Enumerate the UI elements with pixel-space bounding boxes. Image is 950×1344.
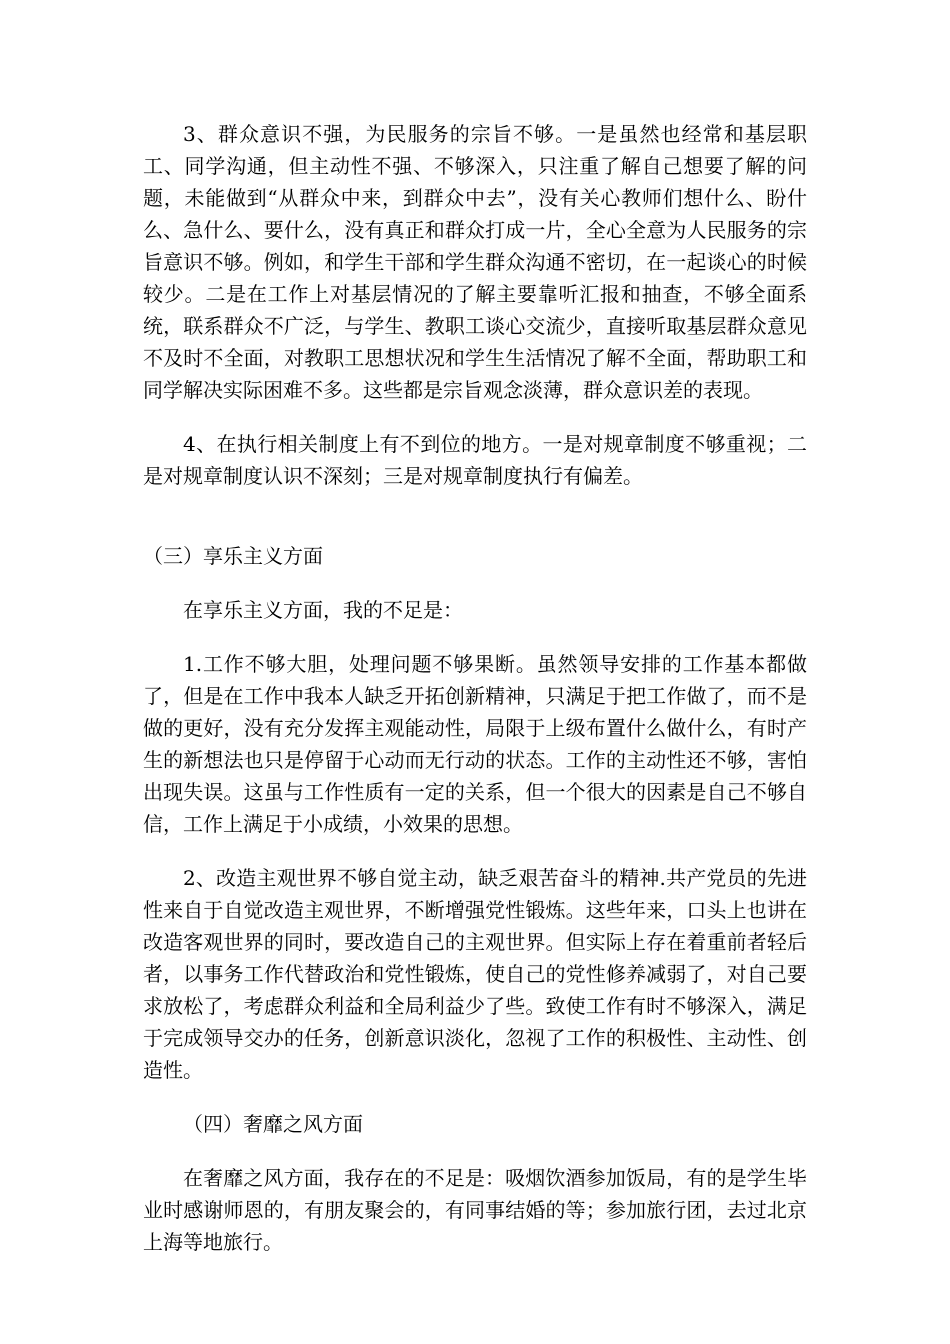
section-heading-3: （三）享乐主义方面: [143, 544, 323, 568]
section-body-4: 在奢靡之风方面，我存在的不足是：吸烟饮酒参加饭局，有的是学生毕业时感谢师恩的，有朋友聚会的，有同事结婚的等；参加旅行团，去过北京上海等地旅行。: [143, 1166, 807, 1254]
section-intro-3: 在享乐主义方面，我的不足是：: [183, 598, 463, 622]
section-3-item-1: 1.工作不够大胆，处理问题不够果断。虽然领导安排的工作基本都做了，但是在工作中我本人缺乏开拓创新精神，只满足于把工作做了，而不是做的更好，没有充分发挥主观能动性，局限于上级布置什么做什么，有时产生的新想法也只是停留于心动而无行动的状态。工作的主动性还不够，害怕出现失误。这虽与工作性质有一定的关系，但一个很大的因素是自己不够自信，工作上满足于小成绩，小效果的思想。: [143, 652, 807, 836]
document-page: [143, 118, 807, 1258]
section-3-item-2: 2、改造主观世界不够自觉主动，缺乏艰苦奋斗的精神.共产党员的先进性来自于自觉改造主观世界，不断增强党性锻炼。这些年来，口头上也讲在改造客观世界的同时，要改造自己的主观世界。但实际上存在着重前者轻后者，以事务工作代替政治和党性锻炼，使自己的党性修养减弱了，对自己要求放松了，考虑群众利益和全局利益少了些。致使工作有时不够深入，满足于完成领导交办的任务，创新意识淡化，忽视了工作的积极性、主动性、创造性。: [143, 866, 807, 1082]
paragraph-item-4: 4、在执行相关制度上有不到位的地方。一是对规章制度不够重视；二是对规章制度认识不深刻；三是对规章制度执行有偏差。: [143, 432, 807, 488]
section-heading-4: （四）奢靡之风方面: [183, 1112, 363, 1136]
paragraph-item-3: 3、群众意识不强，为民服务的宗旨不够。一是虽然也经常和基层职工、同学沟通，但主动性不强、不够深入，只注重了解自己想要了解的问题，未能做到“从群众中来，到群众中去”，没有关心教师们想什么、盼什么、急什么、要什么，没有真正和群众打成一片，全心全意为人民服务的宗旨意识不够。例如，和学生干部和学生群众沟通不密切，在一起谈心的时候较少。二是在工作上对基层情况的了解主要靠听汇报和抽查，不够全面系统，联系群众不广泛，与学生、教职工谈心交流少，直接听取基层群众意见不及时不全面，对教职工思想状况和学生生活情况了解不全面，帮助职工和同学解决实际困难不多。这些都是宗旨观念淡薄，群众意识差的表现。: [143, 122, 807, 402]
